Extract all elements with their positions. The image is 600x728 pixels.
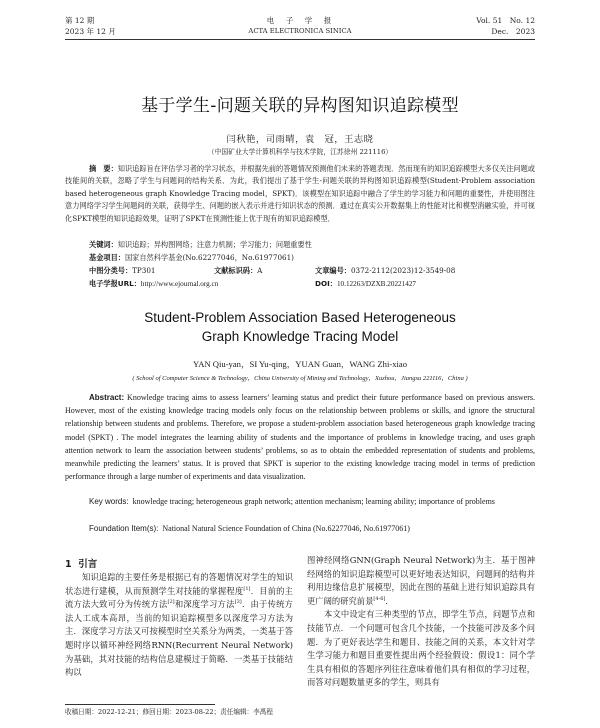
url-label: 电子学报URL： <box>89 279 141 288</box>
abstract-en-label: Abstract: <box>89 393 125 402</box>
authors-cn: 闫秋艳，司雨晴，袁 冠，王志晓 <box>226 134 374 145</box>
document-code <box>214 266 262 276</box>
right-para-1-text: 图神经网络GNN(Graph Neural Network)为主．基于图神经网络的知识追踪模型可以更好地表达知识，问题间的结构并利用边缘信息扩展模型，因此在图的基础上进行知识追踪具有更广阔的研究前景 <box>307 555 535 606</box>
affiliation-en: ( School of Computer Science & Technology，China University of Mining and Technology，Xuzhou，Jiangsu 221116，China ) <box>132 375 468 382</box>
doi-label: DOI： <box>315 279 337 288</box>
journal-url <box>89 279 218 289</box>
citation-ref[interactable]: [1] <box>243 585 251 592</box>
citation-ref[interactable]: [2] <box>167 599 175 606</box>
fund-en-label: Foundation Item(s): <box>89 524 159 533</box>
issue-number: 第 12 期 <box>65 16 95 25</box>
keywords-cn <box>89 240 312 250</box>
keywords-en-label: Key words: <box>89 497 129 506</box>
right-column-text <box>307 554 535 690</box>
left-para-1d: ．由于传统方法人工成本高昂，当前的知识追踪模型多以深度学习方法为主．深度学习方法又可按模型时空关系分为两类，一类基于答题时序以循环神经网络RNN(Recurrent Neural Network)为基础，其对技能的结构信息建模过于简略．一类基于技能结构以 <box>65 599 293 678</box>
abstract-en-text: Knowledge tracing aims to assess learners’ learning status and predict their future performance based on previous answers. However, most of the existing knowledge tracing models only focus on the relationship between problems or skills, and ignore the structural relationship between students and problems. Therefore, we propose a student-problem association based heterogeneous graph knowledge tracing model (SPKT) . The model integrates the learning ability of students and the importance of problems in knowledge tracing, and uses graph attention network to learn the association between students’ problems, so as to obtain the embedded representation of students and problems, meanwhile predicting the learners’ status. It is proved that SPKT is superior to the existing knowledge tracing model in terms of prediction performance through a large number of experiments and data visualization. <box>65 393 535 482</box>
doc-label: 文献标识码： <box>214 266 258 275</box>
received-date-footnote: 收稿日期：2022-12-21；修回日期：2023-08-22；责任编辑：李禹程 <box>65 708 273 716</box>
doi <box>315 279 416 289</box>
keywords-cn-label: 关键词： <box>89 240 118 249</box>
footnote-rule <box>65 704 215 705</box>
fund-cn-text: 国家自然科学基金(No.62277046，No.61977061) <box>124 253 294 262</box>
abstract-cn-label: 摘 要： <box>89 164 118 173</box>
clc-label: 中图分类号： <box>89 266 133 275</box>
journal-name-cn: 电 子 学 报 <box>266 16 334 25</box>
keywords-cn-text: 知识追踪；异构图网络；注意力机制；学习能力；问题重要性 <box>117 240 312 249</box>
abstract-cn <box>65 163 535 225</box>
clc-number <box>89 266 156 276</box>
keywords-en <box>65 495 535 508</box>
issue-date: 2023 年 12 月 <box>65 27 116 36</box>
title-cn: 基于学生-问题关联的异构图知识追踪模型 <box>141 96 459 116</box>
article-value: 0372-2112(2023)12-3549-08 <box>350 266 456 275</box>
affiliation-cn: （中国矿业大学计算机科学与技术学院，江苏徐州 221116） <box>207 148 393 156</box>
url-value[interactable]: http://www.ejournal.org.cn <box>140 280 219 288</box>
fund-en <box>65 522 535 535</box>
abstract-cn-text: 知识追踪旨在评估学习者的学习状态，并根据先前的答题情况预测他们未来的答题表现．然而现有的知识追踪模型大多仅关注问题或技能间的关联，忽略了学生与问题间的结构关系．为此，我们提出了基于学生-问题关联的异构图知识追踪模型(Student-Problem association based heterogeneous graph Knowledge Tracing model，SPKT)．该模型在知识追踪中融合了学生的学习能力和问题的重要性，并使用图注意力网络学习学生间题间的关联，获得学生、问题的嵌入表示并进行知识状态的预测．通过在真实公开数据集上的性能对比和模型消融实验，并可视化SPKT模型的知识追踪效果，证明了SPKT在预测性能上优于现有的知识追踪模型． <box>65 164 535 223</box>
right-para-1 <box>307 554 535 608</box>
clc-value: TP301 <box>132 266 156 275</box>
title-en-line1: Student-Problem Association Based Heterogeneous <box>144 310 456 325</box>
header-rule <box>65 39 535 40</box>
abstract-en <box>65 391 535 483</box>
citation-ref[interactable]: [4-6] <box>373 596 386 603</box>
doi-value[interactable]: 10.12263/DZXB.20221427 <box>336 280 417 288</box>
left-para-1c: 和深度学习方法 <box>174 599 235 610</box>
left-para-1: 知识追踪的主要任务是根据已有的答题情况对学生的知识状态进行建模，从而预测学生对技能的掌握程度 <box>65 572 293 596</box>
article-number <box>315 266 455 276</box>
right-para-2: 本文中设定有三种类型的节点，即学生节点，问题节点和技能节点．一个问题可包含几个技能，一个技能可涉及多个问题．为了更好表达学生和题目、技能之间的关系，本文针对学生学习能力和题目重要性提出两个经验假设：假设1：同个学生具有相似的答题序列往往意味着他们具有相似的学习过程，而答对问题数量更多的学生，则具有 <box>307 609 535 688</box>
volume-number: Vol. 51 No. 12 <box>476 16 535 25</box>
fund-cn <box>89 253 294 263</box>
doc-value: A <box>257 266 263 275</box>
section-title: 引言 <box>78 559 98 570</box>
issue-date-en: Dec. 2023 <box>491 27 535 36</box>
section-number: 1 <box>65 559 72 570</box>
journal-name-en: ACTA ELECTRONICA SINICA <box>248 27 352 35</box>
fund-cn-label: 基金项目： <box>89 253 125 262</box>
authors-en: YAN Qiu-yan，SI Yu-qing，YUAN Guan，WANG Zhi-xiao <box>192 359 408 369</box>
citation-ref[interactable]: [3] <box>234 599 242 606</box>
section-heading <box>65 556 97 570</box>
left-column-text <box>65 571 293 680</box>
right-para-1b: ． <box>385 595 394 606</box>
fund-en-text: National Natural Science Foundation of China (No.62277046, No.61977061) <box>162 524 410 533</box>
keywords-en-text: knowledge tracing; heterogeneous graph network; attention mechanism; learning ability; importance of problems <box>132 497 495 506</box>
article-label: 文章编号： <box>315 266 351 275</box>
title-en-line2: Graph Knowledge Tracing Model <box>201 329 399 344</box>
left-para-1b: ．目前的主流方法大致可分为传统方法 <box>65 585 293 610</box>
